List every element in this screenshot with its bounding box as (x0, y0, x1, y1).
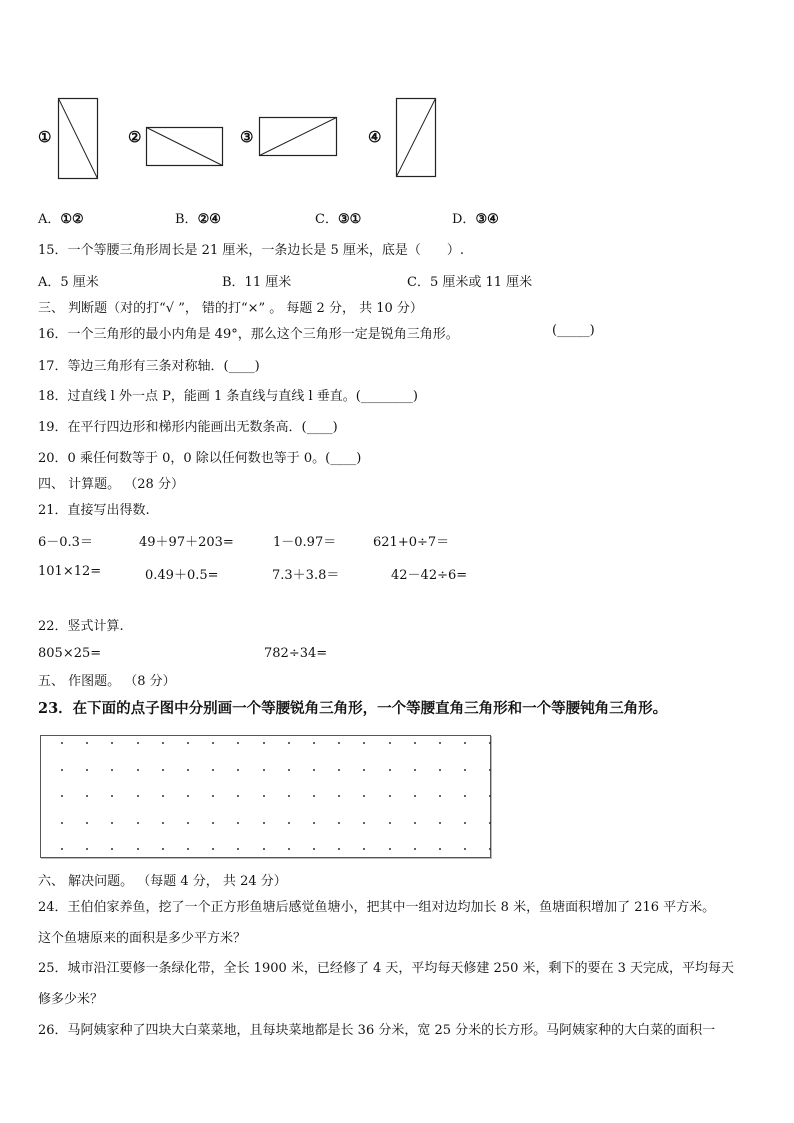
grid-dot (313, 848, 315, 850)
grid-dot (237, 795, 239, 797)
grid-dot (389, 769, 391, 771)
grid-dot (414, 769, 416, 771)
grid-dot (162, 822, 164, 824)
grid-dot (389, 822, 391, 824)
grid-dot (464, 795, 466, 797)
grid-dot (338, 848, 340, 850)
q21-expr-3: 1－0.97＝ (273, 535, 337, 550)
q15-option-c[interactable]: C．5 厘米或 11 厘米 (407, 275, 533, 290)
grid-dot (187, 822, 189, 824)
grid-dot (61, 848, 63, 850)
q22-expr-2: 782÷34= (264, 646, 328, 661)
grid-dot (263, 822, 265, 824)
grid-dot (464, 822, 466, 824)
grid-dot (439, 848, 441, 850)
grid-dot (237, 742, 239, 744)
grid-dot (61, 769, 63, 771)
grid-dot (288, 848, 290, 850)
grid-dot (187, 742, 189, 744)
q21-text: 21．直接写出得数. (38, 503, 150, 518)
grid-dot (313, 769, 315, 771)
figure-2-rectangle (146, 127, 223, 167)
grid-dot (288, 769, 290, 771)
grid-dot (187, 769, 189, 771)
q19-text: 19．在平行四边形和梯形内能画出无数条高．(____) (38, 420, 338, 435)
grid-dot (162, 795, 164, 797)
grid-dot (212, 769, 214, 771)
q24-line-1: 24．王伯伯家养鱼，挖了一个正方形鱼塘后感觉鱼塘小，把其中一组对边均加长 8 米，鱼塘面积增加了 216 平方米。 (38, 900, 716, 915)
grid-dot (137, 822, 139, 824)
q24-line-2: 这个鱼塘原来的面积是多少平方米？ (38, 931, 247, 946)
grid-dot (464, 769, 466, 771)
grid-dot (111, 769, 113, 771)
grid-dot (363, 848, 365, 850)
grid-dot (489, 822, 491, 824)
grid-dot (338, 822, 340, 824)
grid-dot (263, 742, 265, 744)
q21-expr-6: 0.49＋0.5= (145, 568, 219, 583)
q14-option-d[interactable]: D．③④ (452, 212, 499, 227)
q26-line-1: 26．马阿姨家种了四块大白菜菜地，且每块菜地都是长 36 分米，宽 25 分米的长方形。马阿姨家种的大白菜的面积一 (38, 1023, 716, 1038)
q14-option-a[interactable]: A．①② (38, 212, 84, 227)
q21-expr-2: 49＋97＋203= (139, 535, 234, 550)
figure-4-rectangle (396, 98, 436, 178)
grid-dot (439, 769, 441, 771)
q21-expr-5: 101×12= (38, 564, 102, 579)
grid-dot (111, 822, 113, 824)
grid-dot (212, 848, 214, 850)
grid-dot (389, 742, 391, 744)
grid-dot (414, 795, 416, 797)
q25-line-1: 25．城市沿江要修一条绿化带，全长 1900 米，已经修了 4 天，平均每天修建 250 米，剩下的要在 3 天完成，平均每天 (38, 961, 735, 976)
grid-dot (313, 822, 315, 824)
grid-dot (414, 742, 416, 744)
q15-text: 15．一个等腰三角形周长是 21 厘米，一条边长是 5 厘米，底是（ ）. (38, 243, 465, 258)
grid-dot (338, 795, 340, 797)
grid-dot (263, 848, 265, 850)
grid-dot (489, 795, 491, 797)
q23-text: 23．在下面的点子图中分别画一个等腰锐角三角形，一个等腰直角三角形和一个等腰钝角三角形。 (38, 700, 668, 717)
grid-dot (86, 742, 88, 744)
grid-dot (61, 795, 63, 797)
grid-dot (137, 795, 139, 797)
grid-dot (111, 742, 113, 744)
dot-grid[interactable] (40, 735, 491, 858)
grid-dot (162, 848, 164, 850)
grid-dot (414, 848, 416, 850)
figure-label-3: ③ (240, 128, 254, 146)
grid-dot (489, 769, 491, 771)
grid-dot (86, 795, 88, 797)
grid-dot (162, 769, 164, 771)
grid-dot (363, 769, 365, 771)
figure-label-2: ② (128, 128, 142, 146)
grid-dot (288, 795, 290, 797)
grid-dot (263, 795, 265, 797)
section6-title: 六、 解决问题。 （每题 4 分， 共 24 分） (38, 874, 287, 889)
grid-dot (187, 795, 189, 797)
figure-3-rectangle (259, 117, 337, 157)
grid-dot (137, 769, 139, 771)
grid-dot (439, 742, 441, 744)
grid-dot (389, 848, 391, 850)
grid-dot (86, 822, 88, 824)
q15-option-a[interactable]: A．5 厘米 (38, 275, 99, 290)
q16-text: 16．一个三角形的最小内角是 49°，那么这个三角形一定是锐角三角形。 (38, 327, 459, 342)
q20-text: 20．0 乘任何数等于 0，0 除以任何数也等于 0。(____) (38, 451, 362, 466)
grid-dot (489, 742, 491, 744)
grid-dot (86, 848, 88, 850)
figure-label-1: ① (38, 128, 52, 146)
grid-dot (389, 795, 391, 797)
grid-dot (439, 795, 441, 797)
grid-dot (363, 795, 365, 797)
q16-answer-blank[interactable]: (_____) (552, 323, 595, 338)
section5-title: 五、 作图题。 （8 分） (38, 674, 176, 689)
q21-expr-7: 7.3＋3.8＝ (272, 568, 340, 583)
grid-dot (313, 742, 315, 744)
grid-dot (464, 742, 466, 744)
q25-line-2: 修多少米？ (38, 992, 104, 1007)
q21-expr-4: 621+0÷7＝ (373, 535, 450, 550)
q14-option-c[interactable]: C．③① (315, 212, 362, 227)
grid-dot (111, 795, 113, 797)
figure-label-4: ④ (368, 128, 382, 146)
grid-dot (237, 848, 239, 850)
grid-dot (363, 822, 365, 824)
grid-dot (338, 769, 340, 771)
grid-dot (237, 769, 239, 771)
q21-expr-8: 42－42÷6= (391, 568, 468, 583)
q17-text: 17．等边三角形有三条对称轴．(____) (38, 359, 260, 374)
grid-dot (212, 795, 214, 797)
grid-dot (137, 848, 139, 850)
grid-dot (86, 769, 88, 771)
q22-expr-1: 805×25= (38, 646, 102, 661)
grid-dot (61, 822, 63, 824)
grid-dot (61, 742, 63, 744)
grid-dot (237, 822, 239, 824)
grid-dot (162, 742, 164, 744)
grid-dot (363, 742, 365, 744)
grid-dot (212, 742, 214, 744)
grid-dot (288, 822, 290, 824)
grid-dot (414, 822, 416, 824)
grid-dot (464, 848, 466, 850)
section4-title: 四、 计算题。 （28 分） (38, 477, 184, 492)
figure-1-rectangle (58, 98, 98, 180)
grid-dot (338, 742, 340, 744)
grid-dot (439, 822, 441, 824)
grid-dot (313, 795, 315, 797)
grid-dot (111, 848, 113, 850)
grid-dot (212, 822, 214, 824)
grid-dot (137, 742, 139, 744)
q15-option-b[interactable]: B．11 厘米 (222, 275, 292, 290)
grid-dot (187, 848, 189, 850)
q18-text: 18．过直线 l 外一点 P，能画 1 条直线与直线 l 垂直。(________) (38, 389, 418, 404)
grid-dot (288, 742, 290, 744)
section3-title: 三、 判断题（对的打“√ ”， 错的打“×” 。 每题 2 分， 共 10 分） (38, 301, 423, 316)
grid-dot (489, 848, 491, 850)
q21-expr-1: 6－0.3＝ (38, 535, 93, 550)
q22-text: 22．竖式计算. (38, 619, 124, 634)
q14-option-b[interactable]: B．②④ (175, 212, 221, 227)
grid-dot (263, 769, 265, 771)
